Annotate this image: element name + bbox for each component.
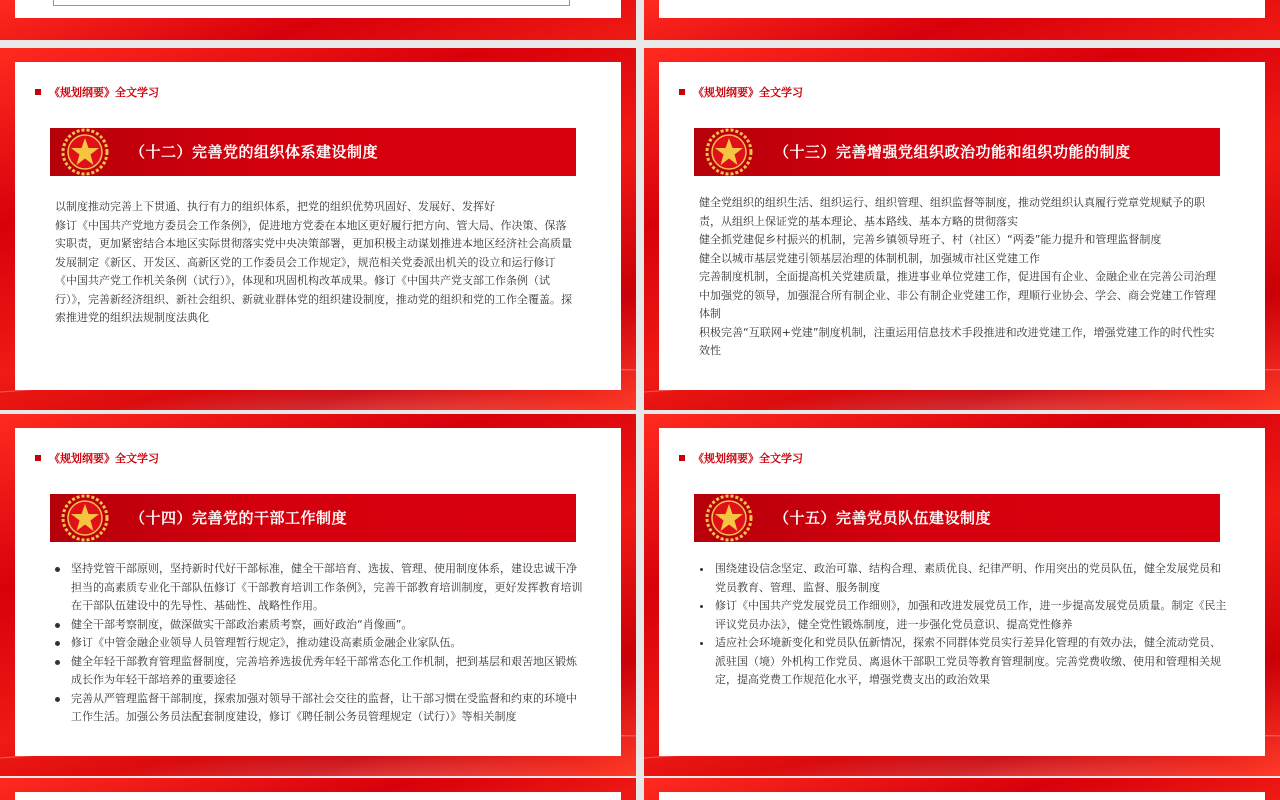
slide-14[interactable] [0,414,636,776]
paragraph: 健全党组织的组织生活、组织运行、组织管理、组织监督等制度，推动党组织认真履行党章党规赋予的职责，从组织上保证党的基本理论、基本路线、基本方略的贯彻落实 [699,196,1205,228]
section-tag-text: 《规划纲要》全文学习 [49,452,159,465]
list-item: 健全年轻干部教育管理监督制度，完善培养选拔优秀年轻干部常态化工作机制，把到基层和艰苦地区锻炼成长作为年轻干部培养的重要途径 [53,653,583,690]
star-emblem-icon [702,126,756,178]
partial-slide-bottom-left [0,778,636,800]
partial-slide-bottom-right [644,778,1280,800]
slide-body [55,198,575,328]
bullet-list [53,560,583,727]
slide-15[interactable] [644,414,1280,776]
list-item: 健全干部考察制度，做深做实干部政治素质考察，画好政治“肖像画”。 [53,616,583,635]
slide-card [15,428,621,756]
paragraph: 以制度推动完善上下贯通、执行有力的组织体系，把党的组织优势巩固好、发展好、发挥好 [55,200,495,213]
partial-slide-top-left [0,0,636,40]
list-item: 完善从严管理监督干部制度，探索加强对领导干部社会交往的监督，让干部习惯在受监督和约束的环境中工作生活。加强公务员法配套制度建设，修订《聘任制公务员管理规定（试行）》等相关制度 [53,690,583,727]
bullet-list [697,560,1227,690]
slide-body [699,194,1219,361]
paragraph: 积极完善“互联网+党建”制度机制，注重运用信息技术手段推进和改进党建工作，增强党建工作的时代性实效性 [699,325,1215,357]
slide-body [697,560,1227,690]
slide-title: （十四）完善党的干部工作制度 [130,509,348,527]
title-banner [50,494,576,542]
title-banner [694,494,1220,542]
list-item: 围绕建设信念坚定、政治可靠、结构合理、素质优良、纪律严明、作用突出的党员队伍，健全发展党员和党员教育、管理、监督、服务制度 [697,560,1227,597]
title-banner [50,128,576,176]
list-item: 适应社会环境新变化和党员队伍新情况，探索不同群体党员实行差异化管理的有效办法，健全流动党员、派驻国（境）外机构工作党员、离退休干部职工党员等教育管理制度。完善党费收缴、使用和管理相关规定，提高党费工作规范化水平，增强党费支出的政治效果 [697,634,1227,690]
star-emblem-icon [58,492,112,544]
list-item: 修订《中国共产党发展党员工作细则》，加强和改进发展党员工作，进一步提高发展党员质量。制定《民主评议党员办法》，健全党性锻炼制度，进一步强化党员意识、提高党性修养 [697,597,1227,634]
slide-12[interactable] [0,48,636,410]
section-tag [679,84,803,100]
section-tag-text: 《规划纲要》全文学习 [693,452,803,465]
slide-title: （十三）完善增强党组织政治功能和组织功能的制度 [774,143,1131,161]
slide-13[interactable] [644,48,1280,410]
paragraph: 健全抓党建促乡村振兴的机制，完善乡镇领导班子、村（社区）“两委”能力提升和管理监督制度 [699,233,1162,246]
title-banner [694,128,1220,176]
paragraph: 健全以城市基层党建引领基层治理的体制机制，加强城市社区党建工作 [699,251,1040,265]
paragraph: 完善制度机制，全面提高机关党建质量，推进事业单位党建工作，促进国有企业、金融企业在完善公司治理中加强党的领导，加强混合所有制企业、非公有制企业党建工作，理顺行业协会、学会、商会党建工作管理体制 [699,270,1216,320]
section-tag-text: 《规划纲要》全文学习 [49,86,159,99]
paragraph: 修订《中国共产党地方委员会工作条例》，促进地方党委在本地区更好履行把方向、管大局、作决策、保落实职责，更加紧密结合本地区实际贯彻落实党中央决策部署，更加积极主动谋划推进本地区经济社会高质量发展制定《新区、开发区、高新区党的工作委员会工作规定》，规范相关党委派出机关的设立和运行修订《中国共产党工作机关条例（试行）》，体现和巩固机构改革成果。修订《中国共产党支部工作条例（试行）》，完善新经济组织、新社会组织、新就业群体党的组织建设制度，推动党的组织和党的工作全覆盖。探索推进党的组织法规制度法典化 [55,218,572,324]
partial-slide-top-right [644,0,1280,40]
list-item: 坚持党管干部原则，坚持新时代好干部标准，健全干部培育、选拔、管理、使用制度体系，建设忠诚干净担当的高素质专业化干部队伍修订《干部教育培训工作条例》，完善干部教育培训制度，更好发挥教育培训在干部队伍建设中的先导性、基础性、战略性作用。 [53,560,583,616]
slide-body [53,560,583,727]
slide-card [15,62,621,390]
star-emblem-icon [702,492,756,544]
slide-title: （十五）完善党员队伍建设制度 [774,509,992,527]
list-item: 修订《中管金融企业领导人员管理暂行规定》，推动建设高素质金融企业家队伍。 [53,634,583,653]
slide-card [659,62,1265,390]
section-tag-text: 《规划纲要》全文学习 [693,86,803,99]
star-emblem-icon [58,126,112,178]
section-tag [35,84,159,100]
section-tag [679,450,803,466]
section-tag [35,450,159,466]
slide-card [659,428,1265,756]
slide-title: （十二）完善党的组织体系建设制度 [130,143,379,161]
